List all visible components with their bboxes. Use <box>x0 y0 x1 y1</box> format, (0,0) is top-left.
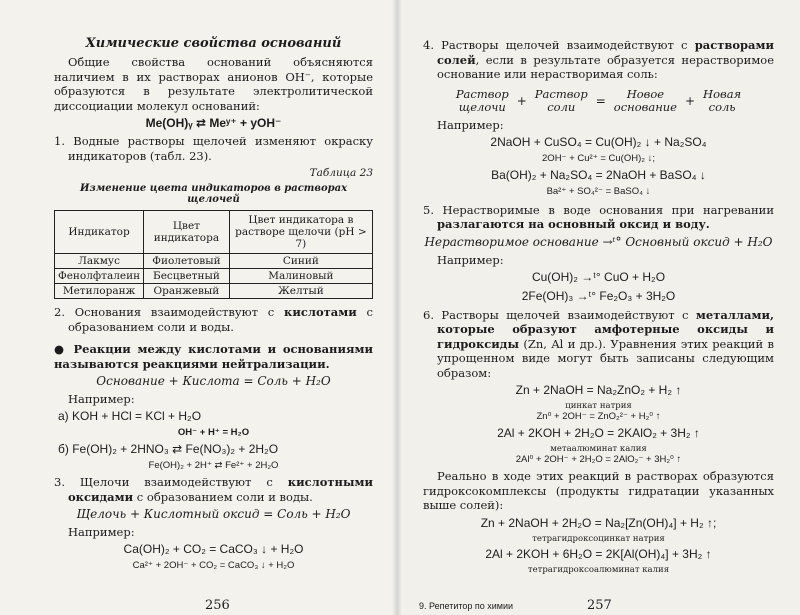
equation-5-label: цинкат натрия <box>565 401 632 411</box>
equation-a: а) KOH + HCl = KCl + H₂O <box>58 409 202 423</box>
table-cell: Оранжевый <box>144 284 230 299</box>
example-label: Например: <box>437 117 504 132</box>
equation-c: Ca(OH)₂ + CO₂ = CaCO₃ ↓ + H₂O <box>123 542 304 556</box>
item-2-pre: 2. Основания взаимодействуют с <box>54 305 285 319</box>
scheme-term: Раствор соли <box>534 86 588 114</box>
item-6-pre: 6. Растворы щелочей взаимодействуют с <box>423 307 696 322</box>
table-cell: Фенолфталеин <box>55 269 144 284</box>
section-title: Химические свойства оснований <box>85 36 342 51</box>
equation-3: Cu(OH)₂ →ᵗ° CuO + H₂O <box>531 269 666 284</box>
scheme-term: Раствор щелочи <box>455 86 509 114</box>
item-4-post: , если в результате образуется нерастворимое основание или нерастворимая соль: <box>437 52 774 81</box>
item-2-post: с образованием соли и воды. <box>68 305 373 334</box>
equation-6-label: метаалюминат калия <box>550 444 647 454</box>
equation-8: 2Al + 2KOH + 6H₂O = 2K[Al(OH)₄] + 3H₂ ↑ <box>485 546 712 561</box>
table-cell: Фиолетовый <box>144 254 230 269</box>
equation-1-ionic: 2OH⁻ + Cu²⁺ = Cu(OH)₂ ↓; <box>542 152 655 164</box>
equation-6-ionic: 2Al⁰ + 2OH⁻ + 2H₂O = 2AlO₂⁻ + 3H₂⁰ ↑ <box>515 454 682 465</box>
table-row <box>55 254 373 269</box>
item-5-text <box>423 203 774 232</box>
signature-mark: 9. Репетитор по химии <box>419 601 514 611</box>
equation-7: Zn + 2NaOH + 2H₂O = Na₂[Zn(OH)₄] + H₂ ↑; <box>480 515 717 530</box>
oxide-scheme: Щелочь + Кислотный оксид = Соль + H₂O <box>76 507 351 521</box>
table-header-cell: Цвет индикатора в растворе щелочи (pH > 7) <box>229 211 372 254</box>
left-page <box>0 0 397 615</box>
dissociation-equation: Me(OH)ᵧ ⇄ Meʸ⁺ + yOH⁻ <box>145 116 282 130</box>
intro-paragraph: Общие свойства оснований объясняются наличием в их растворах анионов OH⁻, которые образуются в результате электролитической диссоциации молекул оснований: <box>54 55 373 113</box>
example-label: Например: <box>68 525 135 539</box>
equation-c-ionic: Ca²⁺ + 2OH⁻ + CO₂ = CaCO₃ ↓ + H₂O <box>132 560 295 571</box>
scheme-term: Новая соль <box>703 86 742 114</box>
item-1-text: 1. Водные растворы щелочей изменяют окраску индикаторов (табл. 23). <box>54 134 373 163</box>
equation-7-label: тетрагидроксоцинкат натрия <box>532 533 665 544</box>
real-reaction-paragraph: Реально в ходе этих реакций в растворах образуются гидроксокомплексы (продукты гидратации указанных выше солей): <box>423 469 774 512</box>
table-header-cell: Цвет индикатора <box>144 211 230 254</box>
equation-4: 2Fe(OH)₃ →ᵗ° Fe₂O₃ + 3H₂O <box>521 288 676 303</box>
table-cell: Лакмус <box>55 254 144 269</box>
equation-5-ionic: Zn⁰ + 2OH⁻ = ZnO₂²⁻ + H₂⁰ ↑ <box>536 411 661 422</box>
table-cell: Метилоранж <box>55 284 144 299</box>
table-row <box>55 269 373 284</box>
neutralization-definition: ● Реакции между кислотами и основаниями называются реакциями нейтрализации. <box>54 342 373 371</box>
book-gutter <box>392 0 402 615</box>
equation-1: 2NaOH + CuSO₄ = Cu(OH)₂ ↓ + Na₂SO₄ <box>490 134 707 149</box>
neutralization-scheme: Основание + Кислота = Соль + H₂O <box>96 374 331 388</box>
item-3-pre: 3. Щелочи взаимодействуют с <box>54 475 288 489</box>
item-2-bold: кислотами <box>284 305 357 319</box>
equation-2-ionic: Ba²⁺ + SO₄²⁻ = BaSO₄ ↓ <box>546 185 651 197</box>
item-3-bold: кислотными оксидами <box>68 475 373 504</box>
item-5-bold: разлагаются на основный оксид и воду. <box>437 217 710 231</box>
item-4-pre: 4. Растворы щелочей взаимодействуют с <box>423 38 695 52</box>
equation-8-label: тетрагидроксоалюминат калия <box>527 564 670 575</box>
equation-2: Ba(OH)₂ + Na₂SO₄ = 2NaOH + BaSO₄ ↓ <box>491 167 706 182</box>
item-6-bold: металлами, которые образуют амфотерные оксиды и гидроксиды <box>437 307 774 351</box>
table-row <box>55 284 373 299</box>
table-number: Таблица 23 <box>309 167 373 179</box>
decomposition-scheme: Нерастворимое основание →ᵗ° Основный оксид + H₂O <box>424 234 773 249</box>
equation-a-ionic: OH⁻ + H⁺ = H₂O <box>177 427 250 438</box>
table-cell: Бесцветный <box>144 269 230 284</box>
item-6-text <box>423 308 774 381</box>
table-caption: Изменение цвета индикаторов в растворах щелочей <box>79 183 348 205</box>
table-cell: Желтый <box>229 284 372 299</box>
equation-b: б) Fe(OH)₂ + 2HNO₃ ⇄ Fe(NO₃)₂ + 2H₂O <box>58 442 279 456</box>
equation-6: 2Al + 2KOH + 2H₂O = 2KAlO₂ + 3H₂ ↑ <box>497 426 700 440</box>
table-cell: Синий <box>229 254 372 269</box>
example-label: Например: <box>68 392 135 406</box>
indicator-table <box>54 210 373 299</box>
item-6-post: (Zn, Al и др.). Уравнения этих реакций в упрощенном виде могут быть записаны следующим образом: <box>437 336 774 380</box>
table-cell: Малиновый <box>229 269 372 284</box>
equals-sign: = <box>595 93 606 108</box>
item-4-text <box>423 38 774 82</box>
plus-sign: + <box>684 93 696 108</box>
item-4-bold: растворами солей <box>437 38 774 67</box>
salt-reaction-scheme <box>423 88 774 114</box>
scheme-term: Новое основание <box>613 86 677 114</box>
right-page <box>397 0 800 615</box>
equation-5: Zn + 2NaOH = Na₂ZnO₂ + H₂ ↑ <box>515 383 682 397</box>
plus-sign: + <box>516 93 527 108</box>
table-header-cell: Индикатор <box>55 211 144 254</box>
item-2-text <box>54 305 373 334</box>
page-number-left: 256 <box>205 598 230 613</box>
equation-b-ionic: Fe(OH)₂ + 2H⁺ ⇄ Fe²⁺ + 2H₂O <box>148 460 279 471</box>
table-header-row <box>55 211 373 254</box>
item-5-pre: 5. Нерастворимые в воде основания при нагревании <box>423 202 774 217</box>
item-3-post: с образованием соли и воды. <box>133 489 313 504</box>
example-label: Например: <box>437 252 504 267</box>
page-number-right: 257 <box>587 598 612 613</box>
item-3-text <box>54 475 373 504</box>
